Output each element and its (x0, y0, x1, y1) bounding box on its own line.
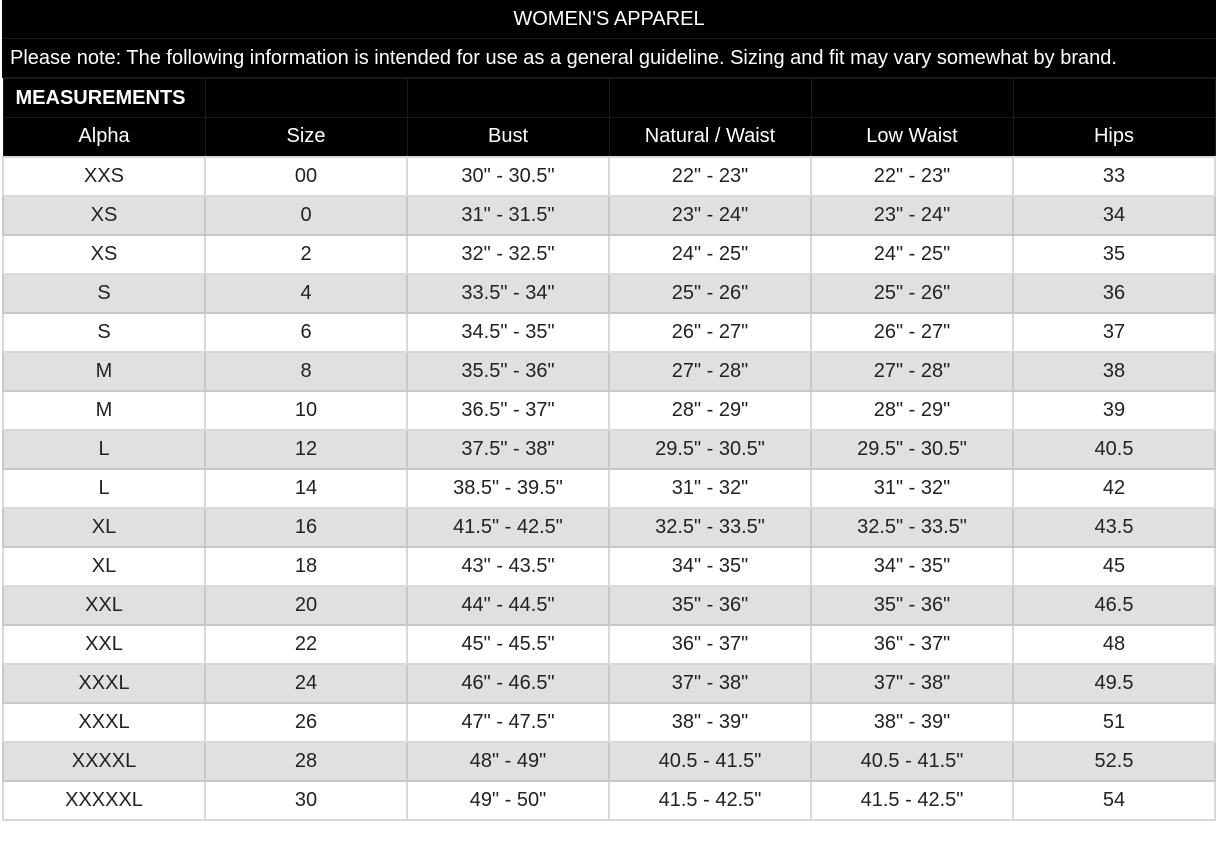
table-cell: 38.5" - 39.5" (407, 469, 609, 508)
table-cell: 43.5 (1013, 508, 1215, 547)
table-cell: 32.5" - 33.5" (811, 508, 1013, 547)
table-cell: 6 (205, 313, 407, 352)
table-cell: 31" - 32" (811, 469, 1013, 508)
table-cell: 39 (1013, 391, 1215, 430)
table-cell: 40.5 - 41.5" (811, 742, 1013, 781)
table-row (3, 274, 1215, 313)
table-cell: 30 (205, 781, 407, 820)
table-row (3, 157, 1215, 196)
table-cell: M (3, 391, 205, 430)
table-cell: 12 (205, 430, 407, 469)
table-cell: 40.5 (1013, 430, 1215, 469)
table-row (3, 508, 1215, 547)
table-cell: 16 (205, 508, 407, 547)
table-cell: 27" - 28" (609, 352, 811, 391)
table-cell: XL (3, 508, 205, 547)
table-cell: 38" - 39" (609, 703, 811, 742)
table-cell: 29.5" - 30.5" (811, 430, 1013, 469)
table-cell: 14 (205, 469, 407, 508)
column-header: Bust (407, 118, 609, 157)
table-cell: 22" - 23" (609, 157, 811, 196)
table-cell: XXXXXL (3, 781, 205, 820)
table-row (3, 352, 1215, 391)
column-header: Size (205, 118, 407, 157)
table-cell: XXXL (3, 664, 205, 703)
chart-title: WOMEN'S APPAREL (2, 0, 1216, 39)
table-cell: 26" - 27" (811, 313, 1013, 352)
table-cell: 36.5" - 37" (407, 391, 609, 430)
table-cell: 37" - 38" (609, 664, 811, 703)
table-cell: XL (3, 547, 205, 586)
header-row (3, 118, 1215, 157)
column-header: Alpha (3, 118, 205, 157)
table-cell: 35" - 36" (811, 586, 1013, 625)
table-cell: 4 (205, 274, 407, 313)
table-cell: 47" - 47.5" (407, 703, 609, 742)
table-cell: 32.5" - 33.5" (609, 508, 811, 547)
table-row (3, 703, 1215, 742)
table-cell: 33.5" - 34" (407, 274, 609, 313)
table-cell: 23" - 24" (609, 196, 811, 235)
table-cell: XS (3, 196, 205, 235)
table-cell: 8 (205, 352, 407, 391)
table-row (3, 625, 1215, 664)
table-cell: 34.5" - 35" (407, 313, 609, 352)
table-cell: 37 (1013, 313, 1215, 352)
column-header: Natural / Waist (609, 118, 811, 157)
size-chart (2, 0, 1216, 821)
table-cell: M (3, 352, 205, 391)
table-cell: S (3, 274, 205, 313)
table-row (3, 742, 1215, 781)
sizing-note: Please note: The following information is intended for use as a general guideline. Sizing and fit may vary somewhat by brand. (2, 39, 1216, 78)
table-cell: 28" - 29" (811, 391, 1013, 430)
table-cell: 44" - 44.5" (407, 586, 609, 625)
table-cell: 35 (1013, 235, 1215, 274)
table-cell: S (3, 313, 205, 352)
table-row (3, 586, 1215, 625)
table-cell: 49.5 (1013, 664, 1215, 703)
table-cell: 31" - 32" (609, 469, 811, 508)
table-cell: 38 (1013, 352, 1215, 391)
table-cell: 0 (205, 196, 407, 235)
table-cell: XXL (3, 586, 205, 625)
table-cell: 27" - 28" (811, 352, 1013, 391)
table-cell: 26" - 27" (609, 313, 811, 352)
table-cell: 43" - 43.5" (407, 547, 609, 586)
table-cell: 35.5" - 36" (407, 352, 609, 391)
table-row (3, 313, 1215, 352)
table-cell: 24 (205, 664, 407, 703)
table-cell: 22 (205, 625, 407, 664)
table-cell: XS (3, 235, 205, 274)
table-cell: 45" - 45.5" (407, 625, 609, 664)
table-cell: 36" - 37" (609, 625, 811, 664)
column-header: Hips (1013, 118, 1215, 157)
table-cell: XXXXL (3, 742, 205, 781)
table-cell: XXXL (3, 703, 205, 742)
table-cell: 40.5 - 41.5" (609, 742, 811, 781)
table-row (3, 781, 1215, 820)
table-cell: 34" - 35" (609, 547, 811, 586)
table-cell: XXS (3, 157, 205, 196)
table-cell: 24" - 25" (609, 235, 811, 274)
table-cell: 38" - 39" (811, 703, 1013, 742)
size-table (2, 78, 1216, 821)
table-cell: 28" - 29" (609, 391, 811, 430)
table-cell: 34" - 35" (811, 547, 1013, 586)
table-cell: XXL (3, 625, 205, 664)
table-cell: 54 (1013, 781, 1215, 820)
table-cell: 42 (1013, 469, 1215, 508)
table-cell: 20 (205, 586, 407, 625)
table-row (3, 391, 1215, 430)
table-row (3, 469, 1215, 508)
table-cell: 48 (1013, 625, 1215, 664)
section-row (3, 79, 1215, 118)
table-cell: 00 (205, 157, 407, 196)
table-cell: 46" - 46.5" (407, 664, 609, 703)
table-cell: L (3, 469, 205, 508)
table-cell: 37.5" - 38" (407, 430, 609, 469)
table-cell: 23" - 24" (811, 196, 1013, 235)
table-cell: 2 (205, 235, 407, 274)
table-cell: 49" - 50" (407, 781, 609, 820)
table-cell: 37" - 38" (811, 664, 1013, 703)
section-label: MEASUREMENTS (3, 79, 205, 118)
table-cell: L (3, 430, 205, 469)
table-cell: 29.5" - 30.5" (609, 430, 811, 469)
table-cell: 22" - 23" (811, 157, 1013, 196)
table-cell: 30" - 30.5" (407, 157, 609, 196)
table-row (3, 430, 1215, 469)
table-cell: 34 (1013, 196, 1215, 235)
table-cell: 18 (205, 547, 407, 586)
table-cell: 35" - 36" (609, 586, 811, 625)
table-cell: 41.5 - 42.5" (609, 781, 811, 820)
table-cell: 46.5 (1013, 586, 1215, 625)
table-cell: 33 (1013, 157, 1215, 196)
table-row (3, 547, 1215, 586)
table-row (3, 235, 1215, 274)
table-cell: 32" - 32.5" (407, 235, 609, 274)
table-cell: 24" - 25" (811, 235, 1013, 274)
table-cell: 10 (205, 391, 407, 430)
column-header: Low Waist (811, 118, 1013, 157)
table-cell: 51 (1013, 703, 1215, 742)
table-cell: 41.5" - 42.5" (407, 508, 609, 547)
table-cell: 25" - 26" (811, 274, 1013, 313)
table-cell: 41.5 - 42.5" (811, 781, 1013, 820)
table-cell: 45 (1013, 547, 1215, 586)
table-cell: 48" - 49" (407, 742, 609, 781)
table-cell: 36" - 37" (811, 625, 1013, 664)
table-cell: 25" - 26" (609, 274, 811, 313)
table-cell: 31" - 31.5" (407, 196, 609, 235)
table-cell: 28 (205, 742, 407, 781)
table-row (3, 196, 1215, 235)
table-row (3, 664, 1215, 703)
table-cell: 52.5 (1013, 742, 1215, 781)
table-cell: 26 (205, 703, 407, 742)
table-cell: 36 (1013, 274, 1215, 313)
